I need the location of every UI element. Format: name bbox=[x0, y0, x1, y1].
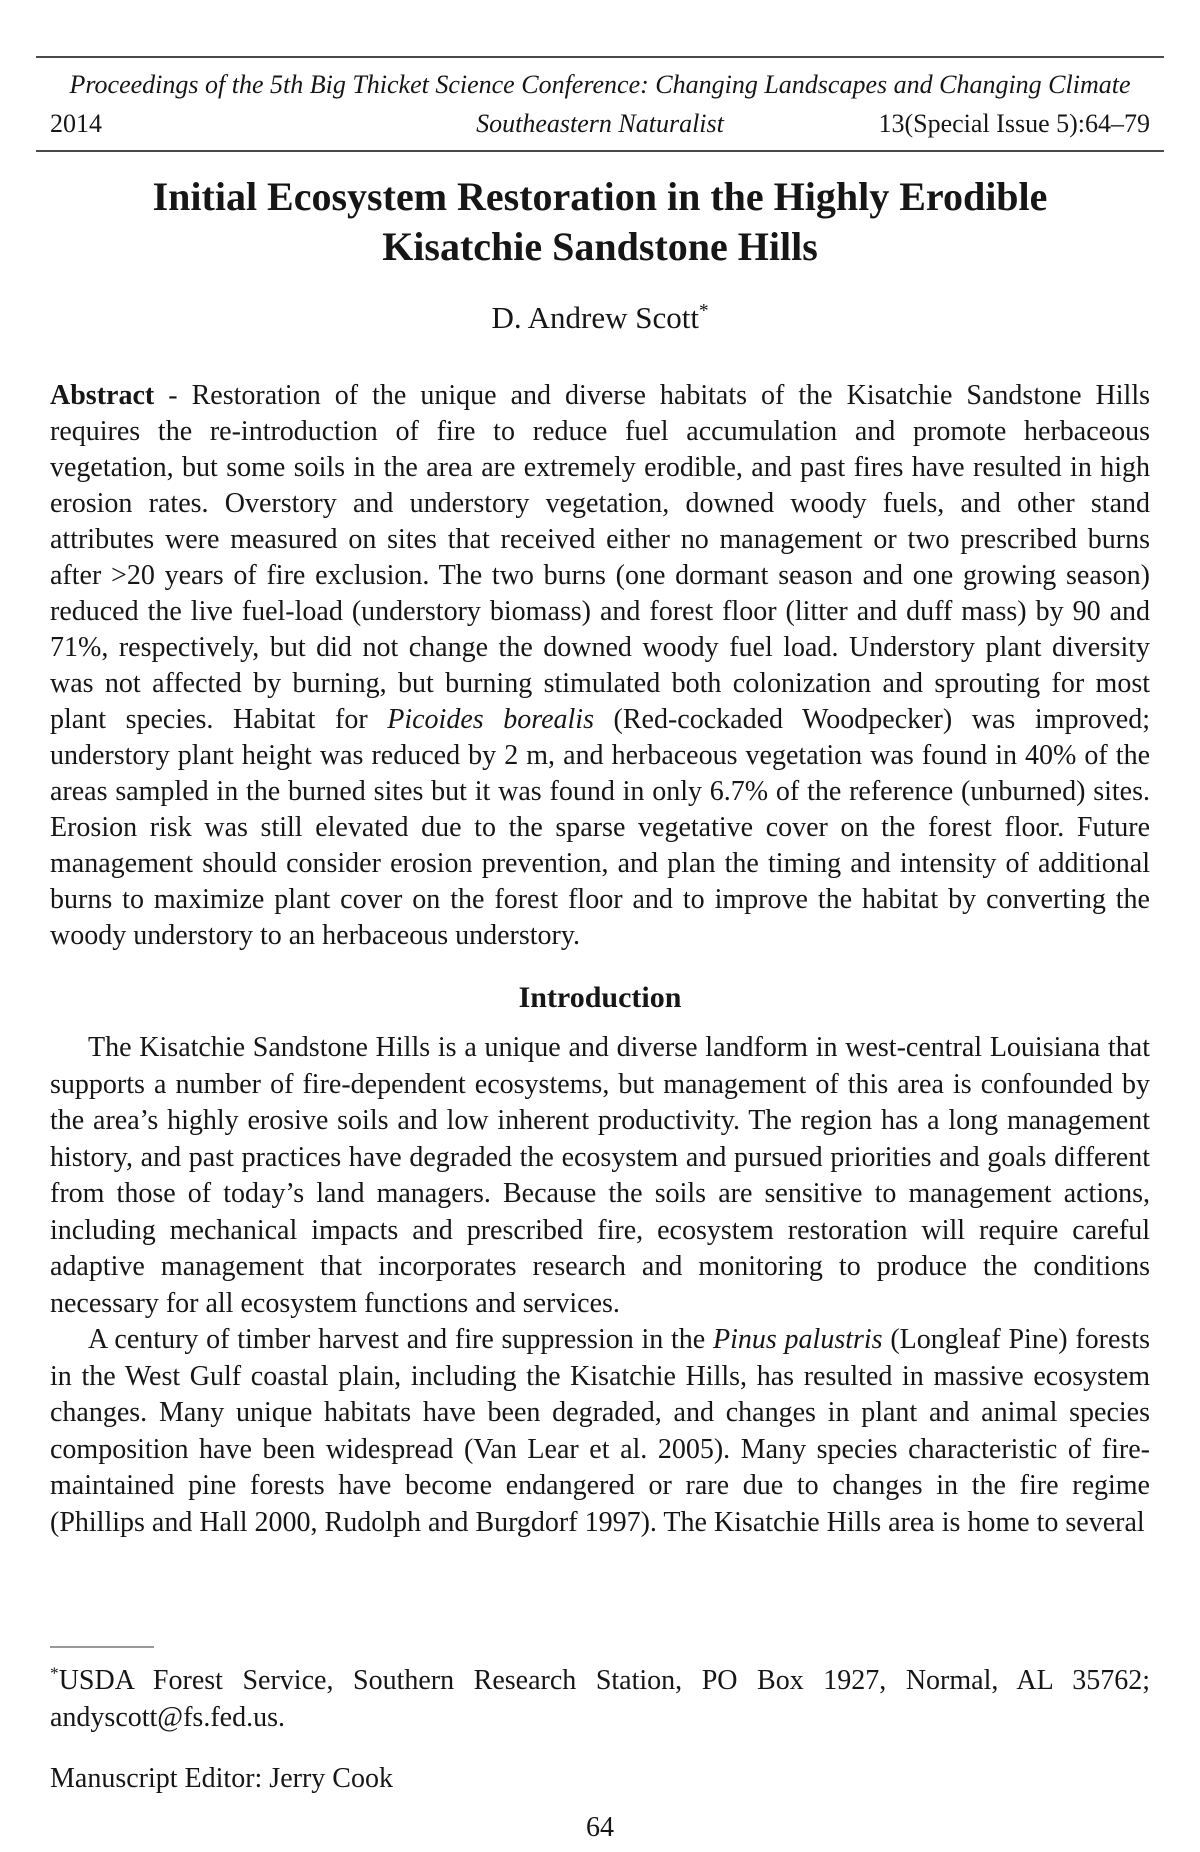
intro-para2-part1: A century of timber harvest and fire suppression in the bbox=[88, 1324, 713, 1355]
abstract-label: Abstract bbox=[50, 380, 155, 411]
abstract-species-name: Picoides borealis bbox=[387, 704, 594, 735]
header-bottom-rule bbox=[36, 150, 1164, 152]
journal-citation-line bbox=[50, 108, 1150, 140]
author-line bbox=[50, 300, 1150, 336]
page-number: 64 bbox=[586, 1812, 614, 1843]
abstract-paragraph bbox=[50, 378, 1150, 954]
header-top-rule bbox=[36, 56, 1164, 58]
publication-year: 2014 bbox=[50, 109, 102, 138]
abstract-text-part2: (Red-cockaded Woodpecker) was improved; understory plant height was reduced by 2 m, and herbaceous vegetation was found in 40% of the areas sampled in the burned sites but it was found in only 6.7% of the reference (unburned) sites. Erosion risk was still elevated due to the sparse vegetative cover on the forest floor. Future management should consider erosion prevention, and plan the timing and intensity of additional burns to maximize plant cover on the forest floor and to improve the habitat by converting the woody understory to an herbaceous understory. bbox=[50, 704, 1150, 951]
volume-issue-pages: 13(Special Issue 5):64–79 bbox=[878, 109, 1150, 138]
footnote-text: USDA Forest Service, Southern Research Station, PO Box 1927, Normal, AL 35762; andyscott@fs.fed.us. bbox=[50, 1665, 1150, 1733]
introduction-paragraph-2 bbox=[50, 1322, 1150, 1541]
article-title bbox=[50, 172, 1150, 272]
page-footer bbox=[50, 1646, 1150, 1844]
abstract-separator: - bbox=[154, 380, 192, 411]
footnote-mark: * bbox=[50, 1663, 59, 1683]
author-affiliation-footnote bbox=[50, 1662, 1150, 1736]
journal-name: Southeastern Naturalist bbox=[476, 109, 724, 138]
introduction-paragraph-1: The Kisatchie Sandstone Hills is a unique and diverse landform in west-central Louisiana that supports a number of fire-dependent ecosystems, but management of this area is confounded by the area’s highly erosive soils and low inherent productivity. The region has a long management history, and past practices have degraded the ecosystem and pursued priorities and goals different from those of today’s land managers. Because the soils are sensitive to management actions, including mechanical impacts and prescribed fire, ecosystem restoration will require careful adaptive management that incorporates research and monitoring to produce the conditions necessary for all ecosystem functions and services. bbox=[50, 1032, 1150, 1319]
abstract-text-part1: Restoration of the unique and diverse habitats of the Kisatchie Sandstone Hills requires the re-introduction of fire to reduce fuel accumulation and promote herbaceous vegetation, but some soils in the area are extremely erodible, and past fires have resulted in high erosion rates. Overstory and understory vegetation, downed woody fuels, and other stand attributes were measured on sites that received either no management or two prescribed burns after >20 years of fire exclusion. The two burns (one dormant season and one growing season) reduced the live fuel-load (understory biomass) and forest floor (litter and duff mass) by 90 and 71%, respectively, but did not change the downed woody fuel load. Understory plant diversity was not affected by burning, but burning stimulated both colonization and sprouting for most plant species. Habitat for bbox=[50, 380, 1151, 735]
intro-para2-species-name: Pinus palustris bbox=[713, 1324, 883, 1355]
article-title-line1: Initial Ecosystem Restoration in the Highly Erodible bbox=[152, 174, 1048, 219]
footnote-separator-rule bbox=[50, 1646, 154, 1648]
proceedings-running-head: Proceedings of the 5th Big Thicket Science Conference: Changing Landscapes and Changing Climate bbox=[69, 70, 1131, 99]
article-title-line2: Kisatchie Sandstone Hills bbox=[382, 224, 818, 269]
intro-para2-part2: (Longleaf Pine) forests in the West Gulf coastal plain, including the Kisatchie Hills, has resulted in massive ecosystem changes. Many unique habitats have been degraded, and changes in plant and animal species composition have been widespread (Van Lear et al. 2005). Many species characteristic of fire-maintained pine forests have become endangered or rare due to changes in the fire regime (Phillips and Hall 2000, Rudolph and Burgdorf 1997). The Kisatchie Hills area is home to several bbox=[50, 1324, 1150, 1538]
manuscript-editor-line: Manuscript Editor: Jerry Cook bbox=[50, 1763, 393, 1794]
author-affiliation-mark: * bbox=[698, 300, 709, 322]
introduction-heading: Introduction bbox=[518, 981, 682, 1014]
author-name: D. Andrew Scott bbox=[491, 300, 699, 335]
